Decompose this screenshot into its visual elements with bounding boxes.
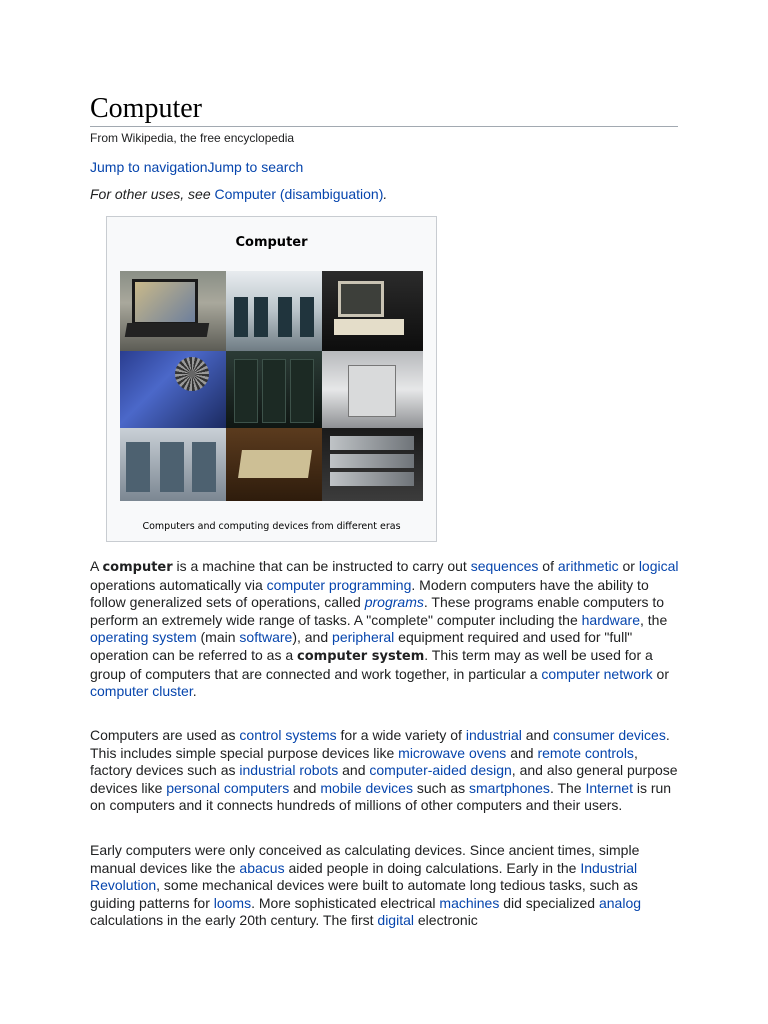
text-span: and [289, 779, 321, 796]
text-span: and [521, 727, 553, 743]
text-span: for a wide variety of [336, 727, 466, 743]
infobox-title: Computer [235, 235, 308, 250]
jump-links [90, 159, 678, 175]
infobox-caption: Computers and computing devices from different eras [142, 521, 401, 532]
link-software[interactable]: software [239, 629, 293, 646]
text-span: . More sophisticated electrical [251, 894, 440, 911]
tagline: From Wikipedia, the free encyclopedia [90, 131, 295, 145]
link-consumer-devices[interactable]: consumer devices [553, 727, 666, 743]
text-span: . The [549, 779, 586, 796]
early-computer-room-photo[interactable] [120, 428, 226, 501]
text-span: , and also general purpose devices like [90, 762, 678, 796]
bold-term-computer-system: computer system [297, 648, 425, 664]
bold-term-computer: computer [102, 560, 173, 575]
supercomputer-room-photo[interactable] [226, 271, 322, 351]
home-computer-keyboard-photo[interactable] [226, 428, 322, 501]
rack-servers-photo[interactable] [322, 428, 423, 501]
paragraph-uses [90, 727, 680, 815]
mainframe-cabinets-photo[interactable] [226, 351, 322, 428]
infobox [106, 216, 437, 542]
link-computer-programming[interactable]: computer programming [266, 576, 412, 593]
paragraph-history [90, 842, 680, 930]
text-span: Early computers were only conceived as calculating devices. Since ancient times, simple manual devices like the [90, 842, 640, 876]
text-span: A [90, 558, 103, 574]
link-computer-aided-design[interactable]: computer-aided design [369, 762, 512, 779]
text-span: Computers are used as [90, 727, 240, 743]
link-programs[interactable] [365, 594, 424, 610]
link-remote-controls[interactable]: remote controls [537, 744, 634, 761]
link-abacus[interactable]: abacus [239, 859, 285, 876]
text-span: . This includes simple special purpose devices like [90, 727, 670, 761]
text-span: electronic [414, 912, 478, 929]
text-span: equipment required and used for "full" operation can be referred to as a [90, 629, 633, 663]
link-analog[interactable]: analog [598, 894, 642, 911]
text-span: and [338, 762, 370, 779]
desktop-tower-photo[interactable] [322, 351, 423, 428]
text-span: such as [412, 779, 469, 796]
hatnote [90, 186, 678, 202]
hatnote-suffix: . [383, 186, 388, 202]
link-computer-cluster[interactable]: computer cluster [90, 683, 193, 700]
text-span: aided people in doing calculations. Early in the [284, 859, 581, 876]
link-operating-system[interactable]: operating system [90, 629, 197, 646]
jump-to-search-link[interactable]: Jump to search [207, 159, 304, 175]
text-span: and [506, 744, 538, 761]
jump-to-navigation-link[interactable]: Jump to navigation [90, 159, 208, 175]
link-arithmetic[interactable]: arithmetic [557, 558, 619, 574]
text-span: calculations in the early 20th century. The first [90, 912, 378, 929]
link-internet[interactable]: Internet [585, 779, 633, 796]
italic-programs: programs [364, 594, 424, 611]
link-control-systems[interactable]: control systems [239, 727, 337, 743]
link-microwave-ovens[interactable]: microwave ovens [398, 744, 507, 761]
page-title: Computer [90, 92, 678, 127]
laptop-photo[interactable] [120, 271, 226, 351]
motherboard-photo[interactable] [120, 351, 226, 428]
link-mobile-devices[interactable]: mobile devices [320, 779, 413, 796]
text-span: operations automatically via [90, 576, 267, 593]
link-sequences[interactable]: sequences [470, 558, 539, 574]
text-span: . These programs enable computers to perform an extremely wide range of tasks. A "complete" computer including the [90, 594, 665, 628]
link-looms[interactable]: looms [213, 894, 252, 911]
link-machines[interactable]: machines [439, 894, 500, 911]
link-industrial[interactable]: industrial [465, 727, 522, 743]
text-span: or [652, 665, 670, 682]
text-span: , some mechanical devices were built to automate long tedious tasks, such as guiding patterns for [90, 877, 638, 911]
infobox-image-collage[interactable] [120, 271, 423, 501]
link-hardware[interactable]: hardware [581, 611, 641, 628]
vintage-terminal-photo[interactable] [322, 271, 423, 351]
disambiguation-link[interactable]: Computer (disambiguation) [214, 186, 384, 202]
link-digital[interactable]: digital [377, 912, 414, 929]
text-span: ), and [292, 629, 333, 646]
link-logical[interactable]: logical [638, 558, 679, 574]
text-span: is run on computers and it connects hundreds of millions of other computers and their users. [90, 779, 672, 814]
text-span: of [538, 558, 558, 574]
link-computer-network[interactable]: computer network [541, 665, 653, 682]
text-span: (main [196, 629, 240, 646]
text-span: is a machine that can be instructed to carry out [172, 558, 471, 574]
text-span: . [192, 683, 197, 700]
link-smartphones[interactable]: smartphones [469, 779, 550, 796]
text-span: . Modern computers have the ability to follow generalized sets of operations, called [90, 576, 649, 611]
text-span: , factory devices such as [90, 744, 638, 779]
link-industrial-robots[interactable]: industrial robots [239, 762, 339, 779]
text-span: , the [640, 611, 668, 628]
paragraph-intro [90, 558, 680, 701]
article-header [90, 92, 678, 542]
link-industrial-revolution[interactable]: Industrial Revolution [90, 859, 638, 894]
link-personal-computers[interactable]: personal computers [166, 779, 290, 796]
text-span: did specialized [499, 894, 599, 911]
text-span: or [618, 558, 639, 574]
link-peripheral[interactable]: peripheral [332, 629, 395, 646]
text-span: . This term may as well be used for a group of computers that are connected and work together, in particular a [90, 646, 653, 682]
hatnote-prefix: For other uses, see [90, 186, 215, 202]
